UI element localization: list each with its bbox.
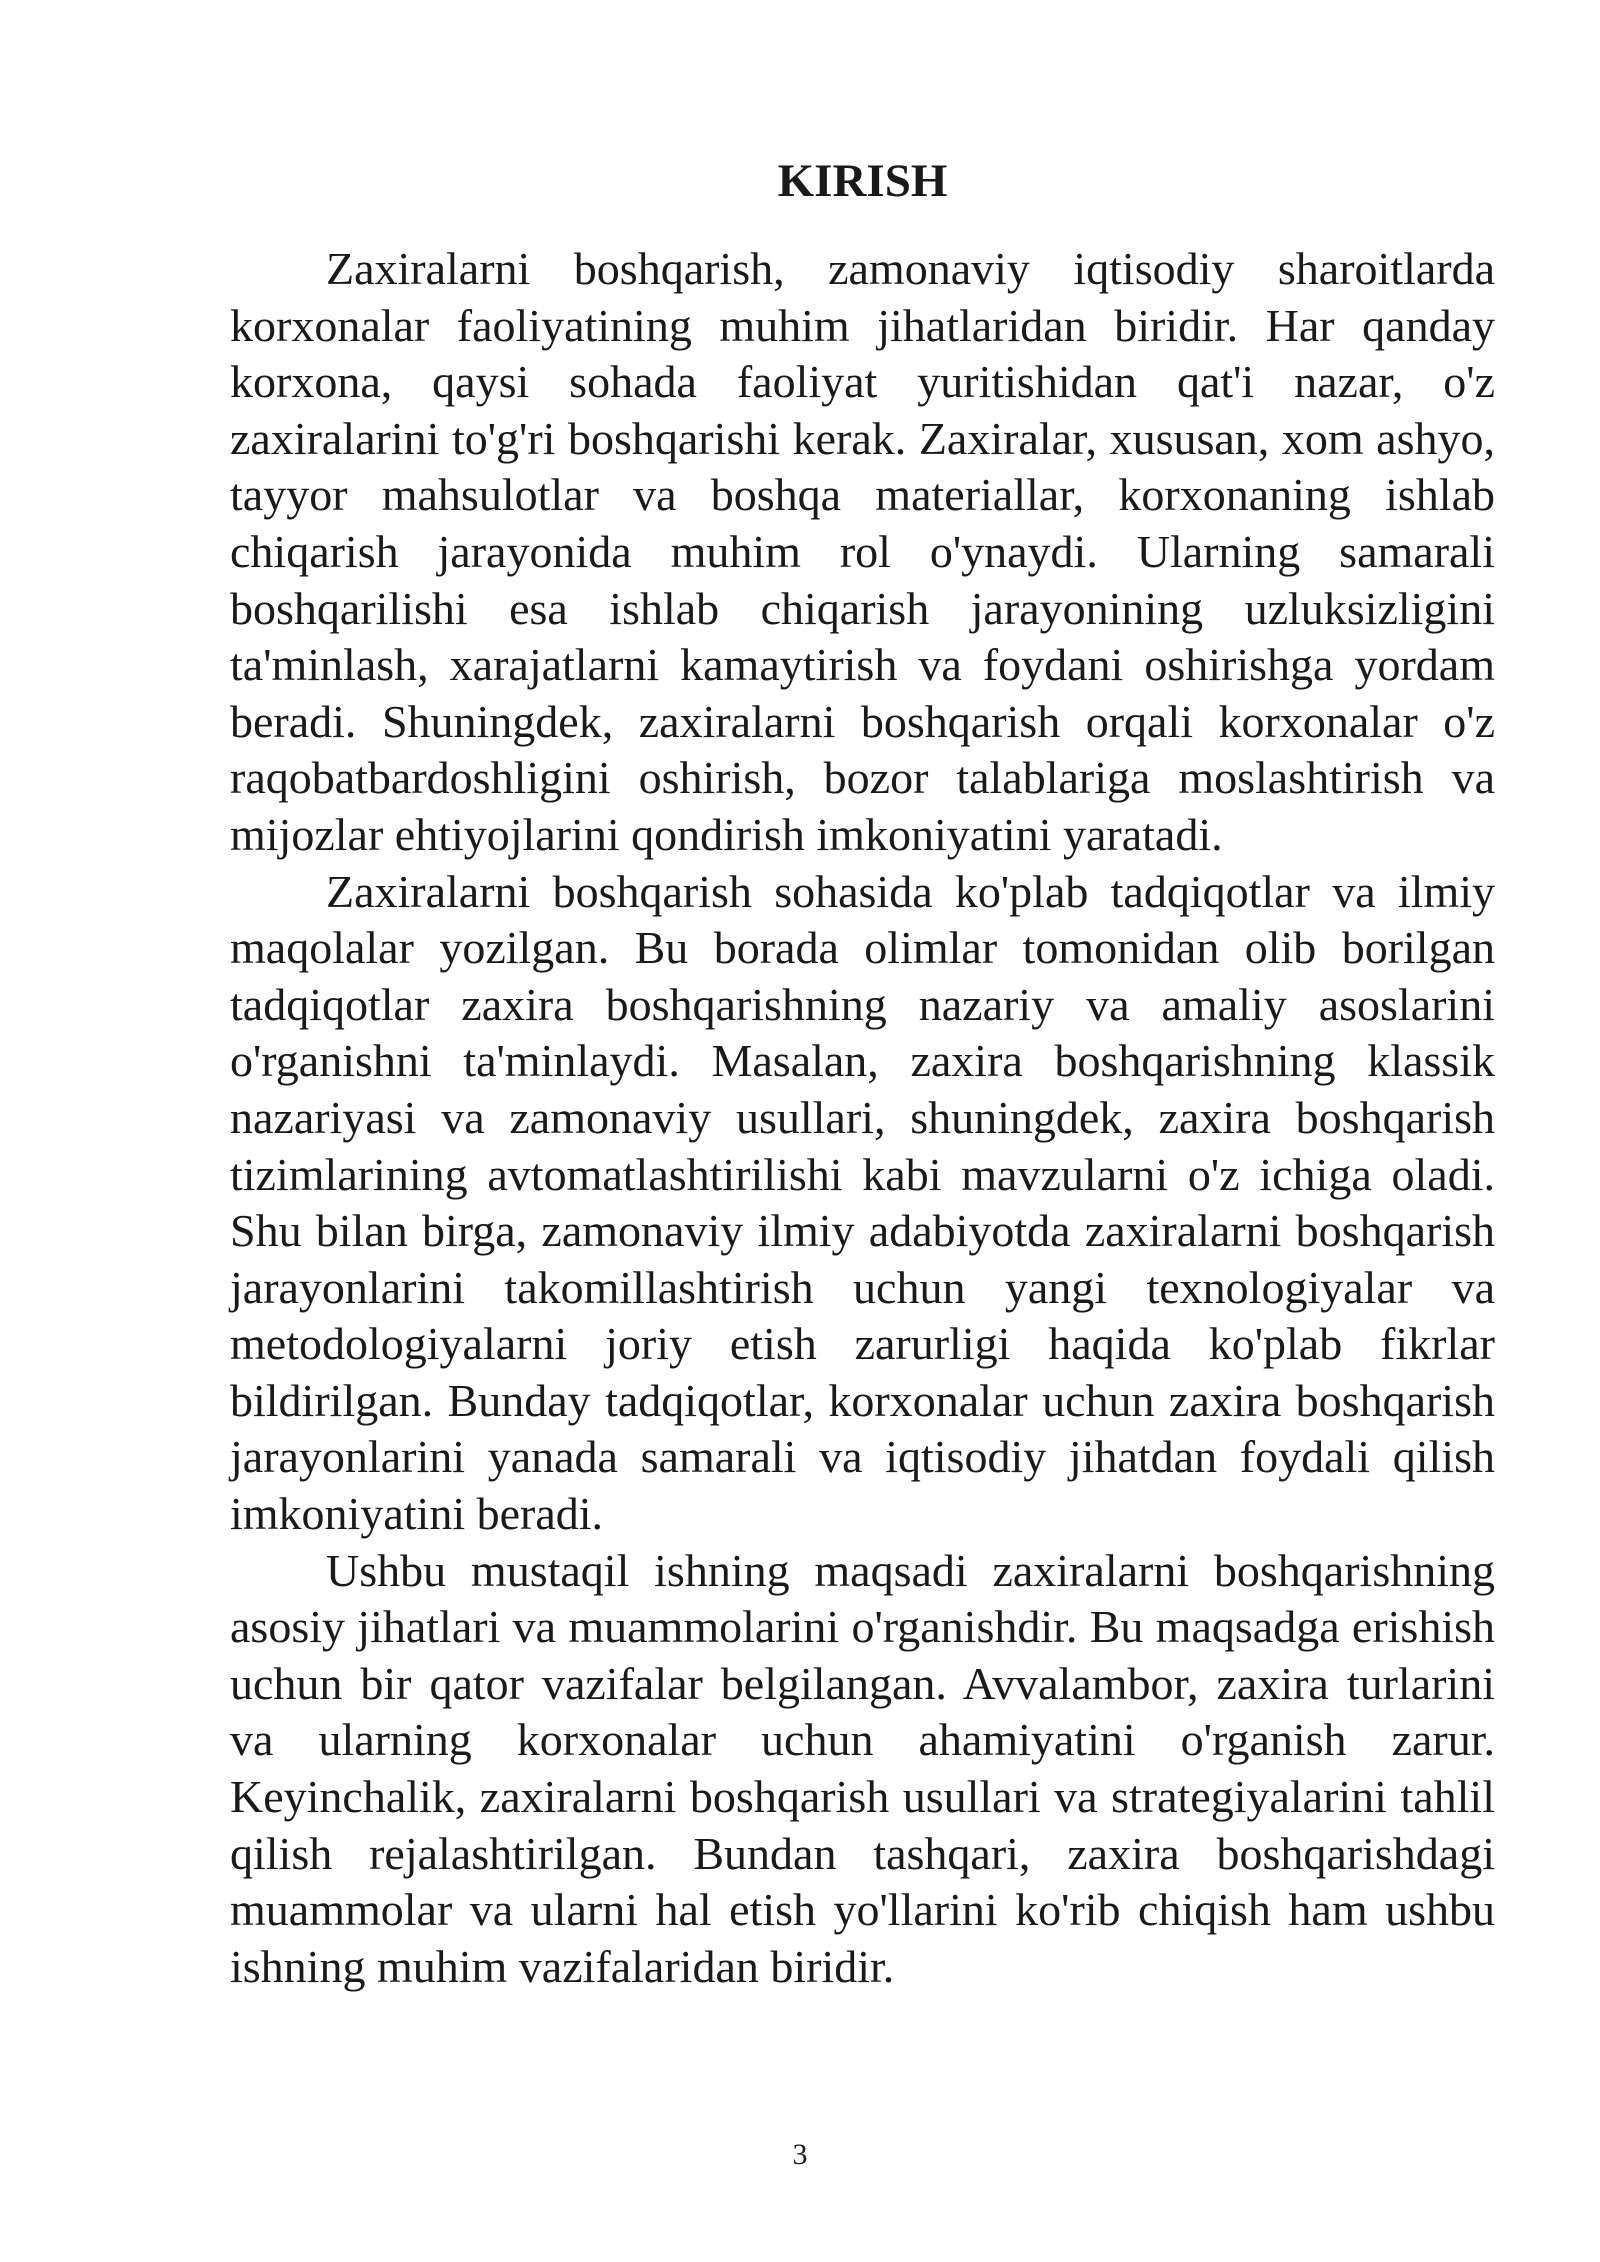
page-number: 3 [792, 2138, 808, 2171]
paragraph-intro: Zaxiralarni boshqarish, zamonaviy iqtisodiy sharoitlarda korxonalar faoliyatining muhim jihatlaridan biridir. Har qanday korxona, qaysi sohada faoliyat yuritishidan qat'i nazar, o'z zaxiralarini to'g'ri boshqarishi kerak. Zaxiralar, xususan, xom ashyo, tayyor mahsulotlar va boshqa materiallar, korxonaning ishlab chiqarish jarayonida muhim rol o'ynaydi. Ularning samarali boshqarilishi esa ishlab chiqarish jarayonining uzluksizligini ta'minlash, xarajatlarni kamaytirish va foydani oshirishga yordam beradi. Shuningdek, zaxiralarni boshqarish orqali korxonalar o'z raqobatbardoshligini oshirish, bozor talablariga moslashtirish va mijozlar ehtiyojlarini qondirish imkoniyatini yaratadi. [230, 243, 1495, 860]
page-title: KIRISH [777, 155, 948, 207]
body-text [230, 241, 1495, 1995]
paragraph-goal: Ushbu mustaqil ishning maqsadi zaxiralarni boshqarishning asosiy jihatlari va muammolarini o'rganishdir. Bu maqsadga erishish uchun bir qator vazifalar belgilangan. Avvalambor, zaxira turlarini va ularning korxonalar uchun ahamiyatini o'rganish zarur. Keyinchalik, zaxiralarni boshqarish usullari va strategiyalarini tahlil qilish rejalashtirilgan. Bundan tashqari, zaxira boshqarishdagi muammolar va ularni hal etish yo'llarini ko'rib chiqish ham ushbu ishning muhim vazifalaridan biridir. [230, 1544, 1495, 1992]
paragraph-literature: Zaxiralarni boshqarish sohasida ko'plab tadqiqotlar va ilmiy maqolalar yozilgan. Bu borada olimlar tomonidan olib borilgan tadqiqotlar zaxira boshqarishning nazariy va amaliy asoslarini o'rganishni ta'minlaydi. Masalan, zaxira boshqarishning klassik nazariyasi va zamonaviy usullari, shuningdek, zaxira boshqarish tizimlarining avtomatlashtirilishi kabi mavzularni o'z ichiga oladi. Shu bilan birga, zamonaviy ilmiy adabiyotda zaxiralarni boshqarish jarayonlarini takomillashtirish uchun yangi texnologiyalar va metodologiyalarni joriy etish zarurligi haqida ko'plab fikrlar bildirilgan. Bunday tadqiqotlar, korxonalar uchun zaxira boshqarish jarayonlarini yanada samarali va iqtisodiy jihatdan foydali qilish imkoniyatini beradi. [230, 865, 1495, 1540]
